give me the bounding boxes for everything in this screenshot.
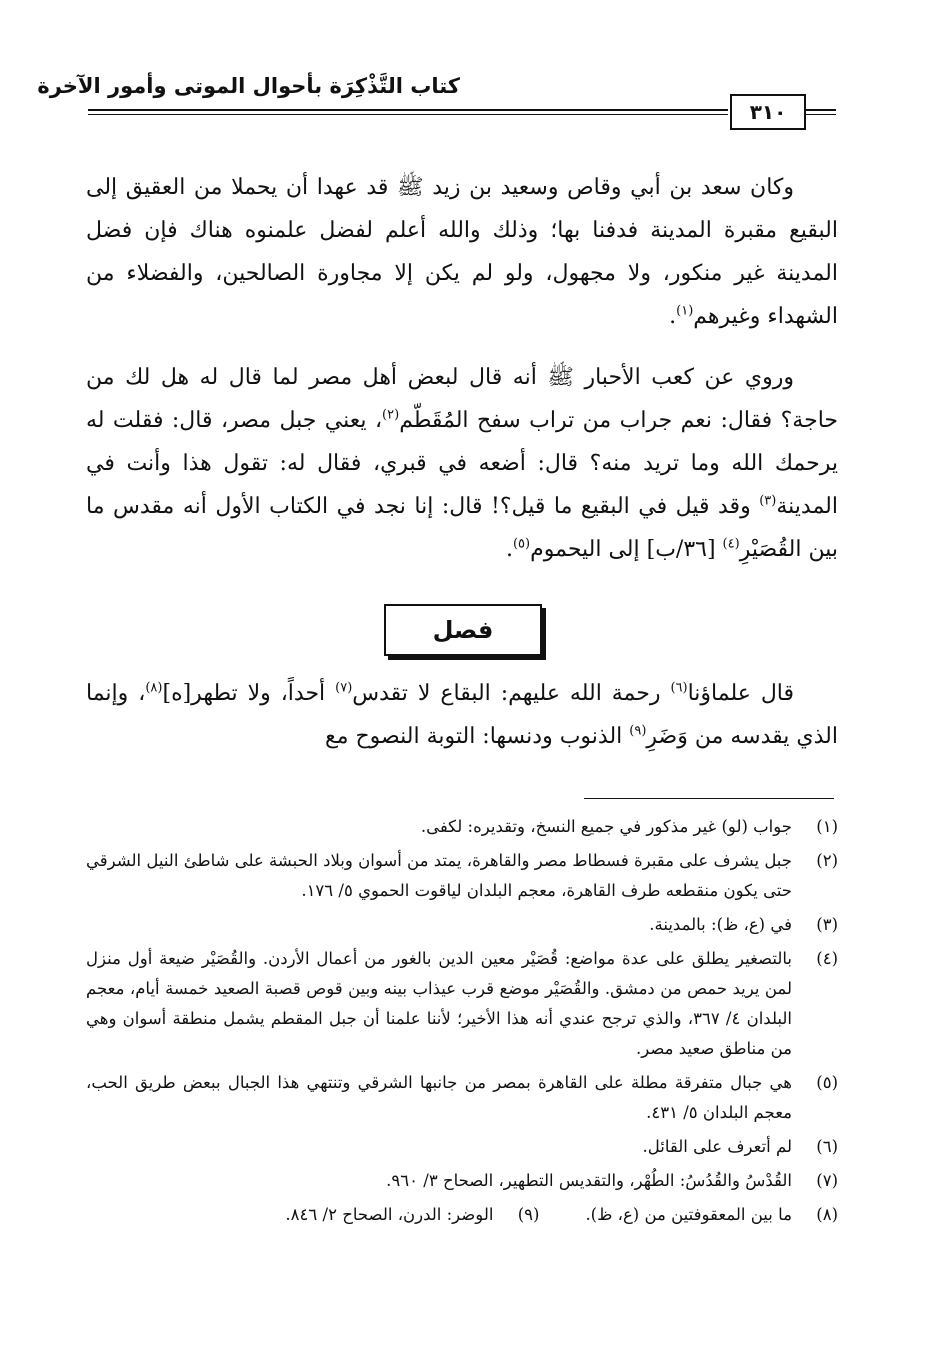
section-title: فصل	[432, 616, 494, 644]
paragraph-3-text-b: رحمة الله عليهم: البقاع لا تقدس	[352, 681, 671, 706]
footnote-number: (٤)	[816, 949, 838, 968]
footnote-text: جبل يشرف على مقبرة فسطاط مصر والقاهرة، يمتد من أسوان وبلاد الحبشة على شاطئ النيل الشرقي حتى يكون منقطعه طرف القاهرة، معجم البلدان لياقوت الحموي ٥/ ١٧٦.	[86, 851, 792, 900]
footnote-ref-4: (٤)	[722, 536, 740, 552]
footnote-text: الوضر: الدرن، الصحاح ٢/ ٨٤٦.	[285, 1205, 494, 1224]
header-rule-tail-thin	[806, 114, 836, 115]
footnote-ref-1: (١)	[676, 303, 694, 319]
footnote	[86, 910, 838, 940]
paragraph-2-text-b: ، يعني جبل مصر، قال: فقلت له يرحمك الله وما تريد منه؟ قال: أضعه في قبري، فقال له: تقول هذا وأنت في المدينة	[86, 408, 838, 519]
paragraph-3	[86, 672, 838, 758]
footnote-number: (٢)	[816, 851, 838, 870]
footnote-number: (٣)	[816, 915, 838, 934]
footnote-text: في (ع، ظ): بالمدينة.	[649, 915, 792, 934]
running-title: كتاب التَّذْكِرَة بأحوال الموتى وأمور الآخرة	[37, 74, 460, 98]
footnote-ref-2: (٢)	[382, 407, 400, 423]
footnote-text: ما بين المعقوفتين من (ع، ظ).	[585, 1205, 792, 1224]
header-rule-thin	[88, 114, 728, 115]
footnote-number: (٩)	[517, 1205, 540, 1224]
paragraph-3-text-c: أحداً، ولا تطهر[ه]	[162, 681, 336, 706]
footnote	[86, 944, 838, 1064]
footnote	[86, 1132, 838, 1162]
footnote-ref-7: (٧)	[335, 680, 353, 696]
section-title-box	[384, 604, 542, 656]
footnote-text: هي جبال متفرقة مطلة على القاهرة بمصر من جانبها الشرقي وتنتهي هذا الجبال ببعض طريق الحب، معجم البلدان ٥/ ٤٣١.	[86, 1073, 792, 1122]
header-rule-thick	[88, 109, 728, 111]
header-rule-tail-thick	[806, 109, 836, 111]
paragraph-2-text-c: وقد قيل في البقيع ما قيل؟! قال: إنا نجد في الكتاب الأول أنه مقدس ما بين القُصَيْرِ	[86, 494, 838, 562]
paragraph-1	[86, 166, 838, 338]
footnote-number: (٥)	[816, 1073, 838, 1092]
paragraph-2	[86, 356, 838, 571]
paragraph-1-end: .	[669, 304, 677, 329]
footnote	[86, 1166, 838, 1196]
footnote	[86, 1068, 838, 1128]
footnote-separator	[584, 798, 834, 799]
footnote	[285, 1200, 539, 1230]
footnote	[86, 812, 838, 842]
paragraph-2-end: .	[505, 537, 513, 562]
paragraph-2-text-a: وروي عن كعب الأحبار ﷺ أنه قال لبعض أهل مصر لما قال له هل لك من حاجة؟ فقال: نعم جراب من تراب سفح المُقَطّم	[86, 365, 838, 433]
footnote-row	[86, 1200, 838, 1230]
page-number: ٣١٠	[730, 94, 806, 130]
footnote-ref-6: (٦)	[670, 680, 688, 696]
paragraph-3-text-d: ، وإنما الذي يقدسه من وَضَرِ	[86, 681, 838, 749]
footnote-number: (٦)	[816, 1137, 838, 1156]
footnote-number: (١)	[816, 817, 838, 836]
footnote-number: (٧)	[816, 1171, 838, 1190]
footnote	[86, 846, 838, 906]
footnote-ref-8: (٨)	[145, 680, 163, 696]
footnote-text: القُدْسُ والقُدُسُ: الطُهْر، والتقديس التطهير، الصحاح ٣/ ٩٦٠.	[386, 1171, 792, 1190]
footnote-ref-3: (٣)	[759, 493, 777, 509]
footnotes	[86, 812, 838, 1230]
footnote-ref-9: (٩)	[629, 723, 647, 739]
paragraph-1-text: وكان سعد بن أبي وقاص وسعيد بن زيد ﷺ قد عهدا أن يحملا من العقيق إلى البقيع مقبرة المدينة فدفنا بها؛ وذلك والله أعلم لفضل علمنوه هناك فإن فضل المدينة غير منكور، ولا مجهول، ولو لم يكن إلا مجاورة الصالحين، والفضلاء من الشهداء وغيرهم	[86, 175, 838, 329]
footnote-ref-5: (٥)	[512, 536, 531, 552]
footnote-text: لم أتعرف على القائل.	[642, 1137, 792, 1156]
footnote-text: جواب (لو) غير مذكور في جميع النسخ، وتقديره: لكفى.	[420, 817, 792, 836]
footnote-number: (٨)	[816, 1205, 838, 1224]
paragraph-3-text-e: الذنوب ودنسها: التوبة النصوح مع	[324, 724, 630, 749]
paragraph-2-text-d: [٣٦/ب] إلى اليحموم	[530, 537, 723, 562]
footnote	[585, 1200, 838, 1230]
paragraph-3-text-a: قال علماؤنا	[687, 681, 795, 706]
footnote-text: بالتصغير يطلق على عدة مواضع: قُصَيْر معين الدين بالغور من أعمال الأردن. والقُصَيْر ضيعة أول منزل لمن يريد حمص من دمشق. والقُصَيْر موضع قرب عيذاب بينه وبين قوص قصبة الصعيد خمسة أيام، معجم البلدان ٤/ ٣٦٧، والذي ترجح عندي أنه هذا الأخير؛ لأننا علمنا أن جبل المقطم يشمل منطقة أسوان وهي من مناطق صعيد مصر.	[86, 949, 792, 1058]
